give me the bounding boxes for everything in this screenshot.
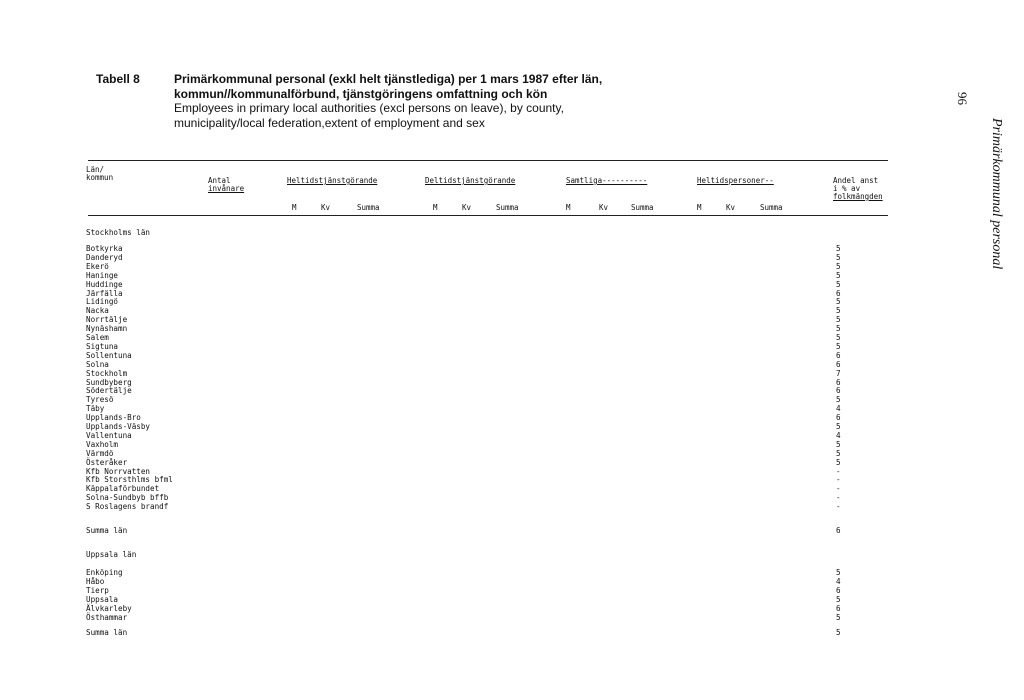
running-head: Primärkommunal personal [989,118,1004,270]
row-label: Ekerö [86,261,109,271]
cell-andel: 5 [836,315,841,325]
row-label: Nacka [86,306,109,316]
row-label: Huddinge [86,279,123,289]
title-block [174,72,874,130]
row-label: Kfb Storsthlms bfml [86,475,173,485]
row-label: Botkyrka [86,244,123,253]
cell-andel: 5 [836,612,841,622]
cell-andel: 4 [836,576,841,586]
row-label: Solna-Sundbyb bffb [86,493,169,503]
section-title: Stockholms län [86,228,151,237]
row-label: Kfb Norrvatten [86,466,151,476]
cell-andel: 5 [836,568,841,577]
row-label: Östhammar [86,612,128,622]
row-label: S Roslagens brandf [86,502,169,512]
subheader-summa: Summa [760,203,783,212]
row-label: Nynäshamn [86,324,128,334]
col-header-andel-pct: i % av [833,184,861,193]
row-label: Tierp [86,585,109,595]
subheader-kv: Kv [599,203,609,212]
row-label: Summa län [86,526,128,535]
subheader-m: M [292,203,297,212]
row-label: Vallentuna [86,430,132,440]
subheader-summa: Summa [631,203,654,212]
row-label: Käppalaförbundet [86,484,160,494]
cell-andel: 6 [836,413,841,423]
cell-andel: 5 [836,628,841,637]
cell-andel: 5 [836,270,841,280]
row-label: Norrtälje [86,315,128,325]
cell-andel: 5 [836,333,841,342]
cell-andel: 6 [836,288,841,298]
row-label: Uppsala [86,594,119,604]
subheader-m: M [697,203,702,212]
subheader-summa: Summa [357,203,380,212]
cell-andel: 7 [836,368,841,378]
col-header-heltid: Heltidstjänstgörande [287,176,378,185]
row-label: Summa län [86,628,128,637]
cell-andel: - [836,484,841,494]
cell-andel: 5 [836,252,841,262]
cell-andel: 5 [836,457,841,467]
cell-andel: 6 [836,386,841,396]
row-label: Tyresö [86,395,114,405]
cell-andel: 5 [836,439,841,449]
cell-andel: 6 [836,526,841,535]
cell-andel: 5 [836,594,841,604]
cell-andel: 5 [836,341,841,351]
cell-andel: 5 [836,448,841,458]
row-label: Salem [86,333,109,342]
row-label: Sundbyberg [86,377,132,387]
cell-andel: - [836,466,841,476]
row-label: Lidingö [86,297,119,307]
cell-andel: 5 [836,261,841,271]
row-label: Sollentuna [86,350,132,360]
cell-andel: 6 [836,350,841,360]
title-english-line-2: municipality/local federation,extent of employment and sex [174,115,485,130]
subheader-kv: Kv [726,203,736,212]
row-label: Upplands-Väsby [86,422,151,431]
subheader-kv: Kv [321,203,331,212]
title-swedish-line-1: Primärkommunal personal (exkl helt tjänstlediga) per 1 mars 1987 efter län, [174,72,603,86]
table-header-rule [88,215,888,216]
subheader-m: M [433,203,438,212]
cell-andel: 4 [836,430,841,440]
subheader-summa: Summa [496,203,519,212]
cell-andel: - [836,502,841,512]
subheader-m: M [566,203,571,212]
cell-andel: 6 [836,603,841,613]
subheader-kv: Kv [462,203,472,212]
title-english-line-1: Employees in primary local authorities (excl persons on leave), by county, [174,101,564,115]
table-number: Tabell 8 [96,72,140,86]
cell-andel: 4 [836,404,841,414]
cell-andel: 6 [836,377,841,387]
col-header-samtliga: Samtliga---------- [566,176,648,185]
row-label: Vaxholm [86,439,119,449]
cell-andel: - [836,493,841,503]
page-number: 96 [955,92,970,105]
cell-andel: 6 [836,585,841,595]
cell-andel: 5 [836,279,841,289]
cell-andel: 5 [836,297,841,307]
col-header-kommun: kommun [86,173,114,182]
cell-andel: 5 [836,244,841,253]
col-header-antal: Antal [208,176,231,185]
cell-andel: - [836,475,841,485]
row-label: Södertälje [86,386,132,396]
cell-andel: 5 [836,306,841,316]
title-swedish-line-2: kommun//kommunalförbund, tjänstgöringens omfattning och kön [174,86,548,101]
row-label: Värmdö [86,448,114,458]
cell-andel: 5 [836,395,841,405]
section-title: Uppsala län [86,550,137,559]
row-label: Haninge [86,270,119,280]
row-label: Stockholm [86,368,128,378]
row-label: Upplands-Bro [86,413,141,423]
col-header-andel: Andel anst [833,176,879,185]
row-label: Sigtuna [86,341,119,351]
col-header-lan: Län/ [86,165,105,174]
row-label: Håbo [86,576,105,586]
col-header-heltidspersoner: Heltidspersoner-- [697,176,774,185]
row-label: Danderyd [86,252,123,262]
col-header-deltid: Deltidstjänstgörande [425,176,516,185]
cell-andel: 5 [836,422,841,431]
col-header-invanare: invånare [208,184,245,193]
row-label: Solna [86,359,109,369]
row-label: Enköping [86,568,123,577]
row-label: Järfälla [86,288,123,298]
cell-andel: 5 [836,324,841,334]
col-header-folkmangden: folkmängden [833,192,883,201]
row-label: Älvkarleby [86,603,132,613]
row-label: Österåker [86,457,128,467]
table-top-rule [88,160,888,161]
row-label: Täby [86,404,105,414]
cell-andel: 6 [836,359,841,369]
